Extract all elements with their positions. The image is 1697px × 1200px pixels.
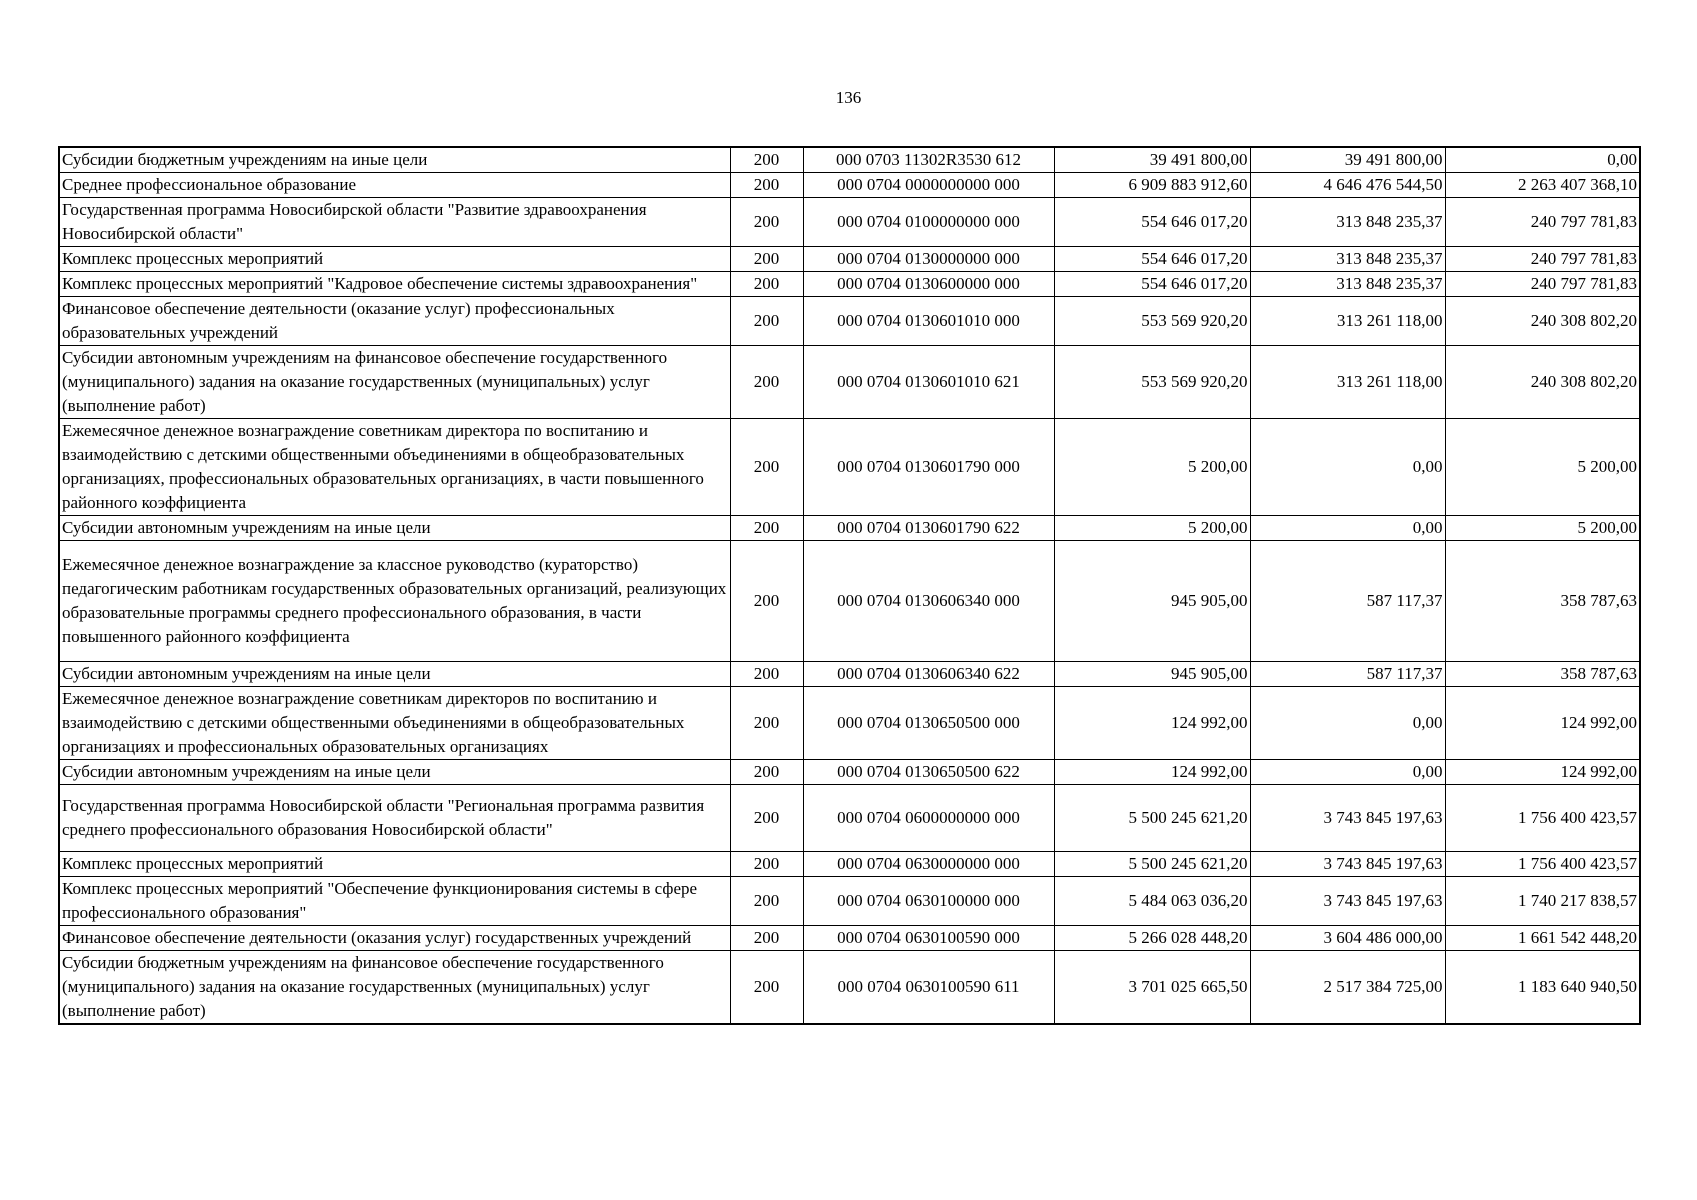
table-row	[59, 852, 1640, 877]
row-unexecuted-cell: 240 797 781,83	[1445, 198, 1640, 247]
row-executed-cell: 4 646 476 544,50	[1250, 173, 1445, 198]
row-kbk-cell: 000 0704 0100000000 000	[803, 198, 1054, 247]
row-kbk-cell: 000 0704 0630100000 000	[803, 877, 1054, 926]
row-executed-cell: 587 117,37	[1250, 541, 1445, 662]
row-code-cell: 200	[730, 147, 803, 173]
table-row	[59, 516, 1640, 541]
row-name-cell: Государственная программа Новосибирской области "Региональная программа развития среднего профессионального образования Новосибирской области"	[59, 785, 730, 852]
row-kbk-cell: 000 0703 11302R3530 612	[803, 147, 1054, 173]
row-approved-cell: 5 200,00	[1054, 419, 1250, 516]
row-unexecuted-cell: 0,00	[1445, 147, 1640, 173]
table-body	[59, 147, 1640, 1024]
table-row	[59, 541, 1640, 662]
row-name-cell: Субсидии бюджетным учреждениям на иные цели	[59, 147, 730, 173]
row-unexecuted-cell: 2 263 407 368,10	[1445, 173, 1640, 198]
row-executed-cell: 313 261 118,00	[1250, 297, 1445, 346]
row-executed-cell: 0,00	[1250, 687, 1445, 760]
row-approved-cell: 554 646 017,20	[1054, 272, 1250, 297]
page-number: 136	[835, 88, 862, 107]
row-unexecuted-cell: 240 797 781,83	[1445, 247, 1640, 272]
row-name-cell: Субсидии автономным учреждениям на финансовое обеспечение государственного (муниципального) задания на оказание государственных (муниципальных) услуг (выполнение работ)	[59, 346, 730, 419]
row-kbk-cell: 000 0704 0130600000 000	[803, 272, 1054, 297]
row-approved-cell: 554 646 017,20	[1054, 247, 1250, 272]
row-name-cell: Ежемесячное денежное вознаграждение за классное руководство (кураторство) педагогическим работникам государственных образовательных организаций, реализующих образовательные программы среднего профессионального образования, в части повышенного районного коэффициента	[59, 541, 730, 662]
row-unexecuted-cell: 240 797 781,83	[1445, 272, 1640, 297]
row-approved-cell: 945 905,00	[1054, 541, 1250, 662]
row-executed-cell: 587 117,37	[1250, 662, 1445, 687]
row-approved-cell: 554 646 017,20	[1054, 198, 1250, 247]
row-name-cell: Государственная программа Новосибирской области "Развитие здравоохранения Новосибирской области"	[59, 198, 730, 247]
row-code-cell: 200	[730, 516, 803, 541]
row-name-cell: Ежемесячное денежное вознаграждение советникам директора по воспитанию и взаимодействию с детскими общественными объединениями в общеобразовательных организациях, профессиональных образовательных организациях, в части повышенного районного коэффициента	[59, 419, 730, 516]
row-executed-cell: 313 848 235,37	[1250, 247, 1445, 272]
row-name-cell: Субсидии автономным учреждениям на иные цели	[59, 516, 730, 541]
row-name-cell: Финансовое обеспечение деятельности (оказание услуг) профессиональных образовательных учреждений	[59, 297, 730, 346]
row-approved-cell: 6 909 883 912,60	[1054, 173, 1250, 198]
row-name-cell: Комплекс процессных мероприятий	[59, 852, 730, 877]
row-code-cell: 200	[730, 541, 803, 662]
row-code-cell: 200	[730, 173, 803, 198]
row-name-cell: Ежемесячное денежное вознаграждение советникам директоров по воспитанию и взаимодействию с детскими общественными объединениями в общеобразовательных организациях и профессиональных образовательных организациях	[59, 687, 730, 760]
row-approved-cell: 5 200,00	[1054, 516, 1250, 541]
row-executed-cell: 3 604 486 000,00	[1250, 926, 1445, 951]
row-unexecuted-cell: 240 308 802,20	[1445, 346, 1640, 419]
row-unexecuted-cell: 5 200,00	[1445, 516, 1640, 541]
row-code-cell: 200	[730, 951, 803, 1025]
row-executed-cell: 313 848 235,37	[1250, 198, 1445, 247]
row-name-cell: Субсидии автономным учреждениям на иные цели	[59, 662, 730, 687]
table-row	[59, 760, 1640, 785]
row-name-cell: Субсидии бюджетным учреждениям на финансовое обеспечение государственного (муниципального) задания на оказание государственных (муниципальных) услуг (выполнение работ)	[59, 951, 730, 1025]
row-unexecuted-cell: 1 756 400 423,57	[1445, 852, 1640, 877]
budget-execution-table	[58, 146, 1641, 1025]
row-executed-cell: 313 848 235,37	[1250, 272, 1445, 297]
row-code-cell: 200	[730, 419, 803, 516]
table-row	[59, 877, 1640, 926]
row-unexecuted-cell: 358 787,63	[1445, 541, 1640, 662]
row-approved-cell: 5 484 063 036,20	[1054, 877, 1250, 926]
row-unexecuted-cell: 1 661 542 448,20	[1445, 926, 1640, 951]
row-code-cell: 200	[730, 198, 803, 247]
row-name-cell: Финансовое обеспечение деятельности (оказания услуг) государственных учреждений	[59, 926, 730, 951]
row-approved-cell: 945 905,00	[1054, 662, 1250, 687]
row-unexecuted-cell: 240 308 802,20	[1445, 297, 1640, 346]
row-kbk-cell: 000 0704 0630100590 000	[803, 926, 1054, 951]
table-row	[59, 147, 1640, 173]
row-code-cell: 200	[730, 852, 803, 877]
row-unexecuted-cell: 124 992,00	[1445, 687, 1640, 760]
table-row	[59, 419, 1640, 516]
row-unexecuted-cell: 5 200,00	[1445, 419, 1640, 516]
table-row	[59, 926, 1640, 951]
row-executed-cell: 0,00	[1250, 419, 1445, 516]
row-kbk-cell: 000 0704 0130000000 000	[803, 247, 1054, 272]
row-code-cell: 200	[730, 346, 803, 419]
row-approved-cell: 124 992,00	[1054, 760, 1250, 785]
row-code-cell: 200	[730, 760, 803, 785]
row-code-cell: 200	[730, 785, 803, 852]
row-executed-cell: 2 517 384 725,00	[1250, 951, 1445, 1025]
row-name-cell: Комплекс процессных мероприятий	[59, 247, 730, 272]
row-approved-cell: 553 569 920,20	[1054, 297, 1250, 346]
row-approved-cell: 124 992,00	[1054, 687, 1250, 760]
row-code-cell: 200	[730, 247, 803, 272]
table-row	[59, 297, 1640, 346]
row-code-cell: 200	[730, 687, 803, 760]
table-row	[59, 272, 1640, 297]
row-kbk-cell: 000 0704 0130601010 000	[803, 297, 1054, 346]
row-executed-cell: 3 743 845 197,63	[1250, 785, 1445, 852]
table-row	[59, 346, 1640, 419]
row-executed-cell: 0,00	[1250, 516, 1445, 541]
row-unexecuted-cell: 1 756 400 423,57	[1445, 785, 1640, 852]
row-unexecuted-cell: 358 787,63	[1445, 662, 1640, 687]
row-unexecuted-cell: 1 740 217 838,57	[1445, 877, 1640, 926]
row-approved-cell: 39 491 800,00	[1054, 147, 1250, 173]
row-kbk-cell: 000 0704 0630100590 611	[803, 951, 1054, 1025]
row-unexecuted-cell: 1 183 640 940,50	[1445, 951, 1640, 1025]
row-kbk-cell: 000 0704 0130606340 000	[803, 541, 1054, 662]
row-kbk-cell: 000 0704 0130650500 622	[803, 760, 1054, 785]
row-name-cell: Среднее профессиональное образование	[59, 173, 730, 198]
table-row	[59, 687, 1640, 760]
row-approved-cell: 5 500 245 621,20	[1054, 785, 1250, 852]
row-kbk-cell: 000 0704 0130601790 000	[803, 419, 1054, 516]
row-name-cell: Комплекс процессных мероприятий "Кадровое обеспечение системы здравоохранения"	[59, 272, 730, 297]
table-row	[59, 951, 1640, 1025]
table-row	[59, 198, 1640, 247]
row-kbk-cell: 000 0704 0630000000 000	[803, 852, 1054, 877]
row-name-cell: Комплекс процессных мероприятий "Обеспечение функционирования системы в сфере профессионального образования"	[59, 877, 730, 926]
row-approved-cell: 5 500 245 621,20	[1054, 852, 1250, 877]
row-code-cell: 200	[730, 297, 803, 346]
table-row	[59, 247, 1640, 272]
row-kbk-cell: 000 0704 0130601790 622	[803, 516, 1054, 541]
row-approved-cell: 3 701 025 665,50	[1054, 951, 1250, 1025]
row-kbk-cell: 000 0704 0130606340 622	[803, 662, 1054, 687]
row-approved-cell: 5 266 028 448,20	[1054, 926, 1250, 951]
row-code-cell: 200	[730, 877, 803, 926]
row-kbk-cell: 000 0704 0600000000 000	[803, 785, 1054, 852]
row-name-cell: Субсидии автономным учреждениям на иные цели	[59, 760, 730, 785]
row-executed-cell: 3 743 845 197,63	[1250, 852, 1445, 877]
row-unexecuted-cell: 124 992,00	[1445, 760, 1640, 785]
row-kbk-cell: 000 0704 0000000000 000	[803, 173, 1054, 198]
row-code-cell: 200	[730, 926, 803, 951]
row-approved-cell: 553 569 920,20	[1054, 346, 1250, 419]
row-executed-cell: 3 743 845 197,63	[1250, 877, 1445, 926]
row-executed-cell: 39 491 800,00	[1250, 147, 1445, 173]
row-code-cell: 200	[730, 662, 803, 687]
row-kbk-cell: 000 0704 0130601010 621	[803, 346, 1054, 419]
table-row	[59, 173, 1640, 198]
row-code-cell: 200	[730, 272, 803, 297]
table-row	[59, 662, 1640, 687]
row-kbk-cell: 000 0704 0130650500 000	[803, 687, 1054, 760]
row-executed-cell: 0,00	[1250, 760, 1445, 785]
table-row	[59, 785, 1640, 852]
row-executed-cell: 313 261 118,00	[1250, 346, 1445, 419]
